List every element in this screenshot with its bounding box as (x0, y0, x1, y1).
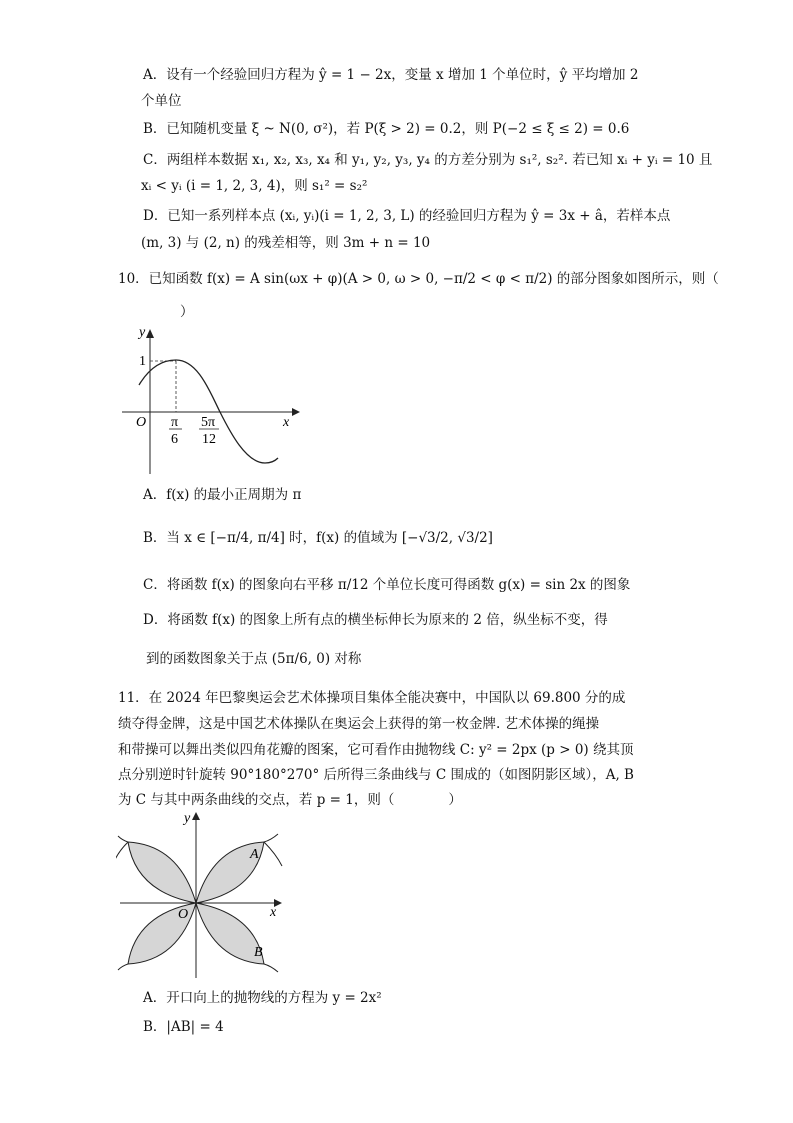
q11-point-a-label: A (250, 847, 259, 862)
q11-stem-line5: 为 C 与其中两条曲线的交点，若 p = 1，则（ ） (118, 792, 462, 808)
q11-option-a: A．开口向上的抛物线的方程为 y = 2x² (143, 990, 382, 1006)
q10-y-label: y (139, 325, 146, 340)
q11-stem-line4: 点分别逆时针旋转 90°180°270° 后所得三条曲线与 C 围成的（如图阴影区域），A, B (118, 767, 634, 783)
q11-arm-ul2 (116, 842, 128, 862)
q11-stem-line2: 绩夺得金牌，这是中国艺术体操队在奥运会上获得的第一枚金牌. 艺术体操的绳操 (118, 716, 600, 732)
q9-option-c-line2: xᵢ < yᵢ (i = 1, 2, 3, 4)，则 s₁² = s₂² (141, 178, 368, 194)
q11-option-b: B．|AB| = 4 (143, 1019, 224, 1035)
q11-y-label: y (184, 811, 191, 826)
q11-arm-ur (264, 834, 278, 842)
q10-option-a: A．f(x) 的最小正周期为 π (143, 487, 302, 503)
q9-option-a-line2: 个单位 (141, 93, 182, 109)
q11-stem-line1: 11．在 2024 年巴黎奥运会艺术体操项目集体全能决赛中，中国队以 69.800 分的成 (118, 690, 626, 706)
q11-x-label: x (270, 905, 277, 920)
q10-x-tick-5pi12-num: 5π (201, 415, 216, 430)
q11-arm-lr (264, 964, 278, 972)
q10-x-arrow-icon (292, 408, 300, 416)
q10-x-tick-5pi12-den: 12 (202, 432, 216, 447)
q11-arm-ul (118, 836, 128, 842)
q9-option-d-line2: (m, 3) 与 (2, n) 的残差相等，则 3m + n = 10 (141, 235, 431, 251)
q10-y-arrow-icon (146, 329, 154, 338)
q11-y-arrow-icon (192, 812, 200, 820)
q10-stem-line2: ） (180, 304, 194, 320)
q11-stem-line3: 和带操可以舞出类似四角花瓣的图案，它可看作由抛物线 C: y² = 2px (p > 0) 绕其顶 (118, 742, 634, 758)
q10-stem-line1: 10．已知函数 f(x) = A sin(ωx + φ)(A > 0, ω > 0, −π/2 < φ < π/2) 的部分图象如图所示，则（ (118, 271, 719, 287)
q9-option-c-line1: C．两组样本数据 x₁, x₂, x₃, x₄ 和 y₁, y₂, y₃, y₄ 的方差分别为 s₁², s₂². 若已知 xᵢ + yᵢ = 10 且 (143, 152, 713, 168)
q11-petal-graph (116, 810, 286, 980)
q11-origin-label: O (178, 907, 189, 922)
q11-arm-ur2 (264, 842, 282, 866)
q11-arm-ll (118, 964, 128, 970)
q10-y-tick-1: 1 (139, 354, 146, 369)
q9-option-a-line1: A．设有一个经验回归方程为 ŷ = 1 − 2x，变量 x 增加 1 个单位时，ŷ 平均增加 2 (143, 67, 639, 83)
q11-petal-upper-left (128, 842, 196, 903)
q10-sine-graph (110, 322, 310, 482)
q10-x-label: x (283, 415, 290, 430)
q11-point-b-label: B (254, 945, 263, 960)
q10-x-tick-pi6-den: 6 (171, 432, 178, 447)
q10-option-d-line1: D．将函数 f(x) 的图象上所有点的横坐标伸长为原来的 2 倍，纵坐标不变，得 (143, 612, 608, 628)
q10-option-b: B．当 x ∈ [−π/4, π/4] 时，f(x) 的值域为 [−√3/2, √3/2] (143, 530, 493, 546)
q9-option-b: B．已知随机变量 ξ ~ N(0, σ²)，若 P(ξ > 2) = 0.2，则 P(−2 ≤ ξ ≤ 2) = 0.6 (143, 121, 630, 137)
q10-x-tick-pi6-num: π (171, 415, 179, 430)
q9-option-d-line1: D．已知一系列样本点 (xᵢ, yᵢ)(i = 1, 2, 3, L) 的经验回归方程为 ŷ = 3x + â，若样本点 (143, 208, 671, 224)
q10-option-d-line2: 到的函数图象关于点 (5π/6, 0) 对称 (146, 651, 362, 667)
q10-option-c: C．将函数 f(x) 的图象向右平移 π/12 个单位长度可得函数 g(x) = sin 2x 的图象 (143, 577, 631, 593)
q10-origin-label: O (136, 415, 147, 430)
